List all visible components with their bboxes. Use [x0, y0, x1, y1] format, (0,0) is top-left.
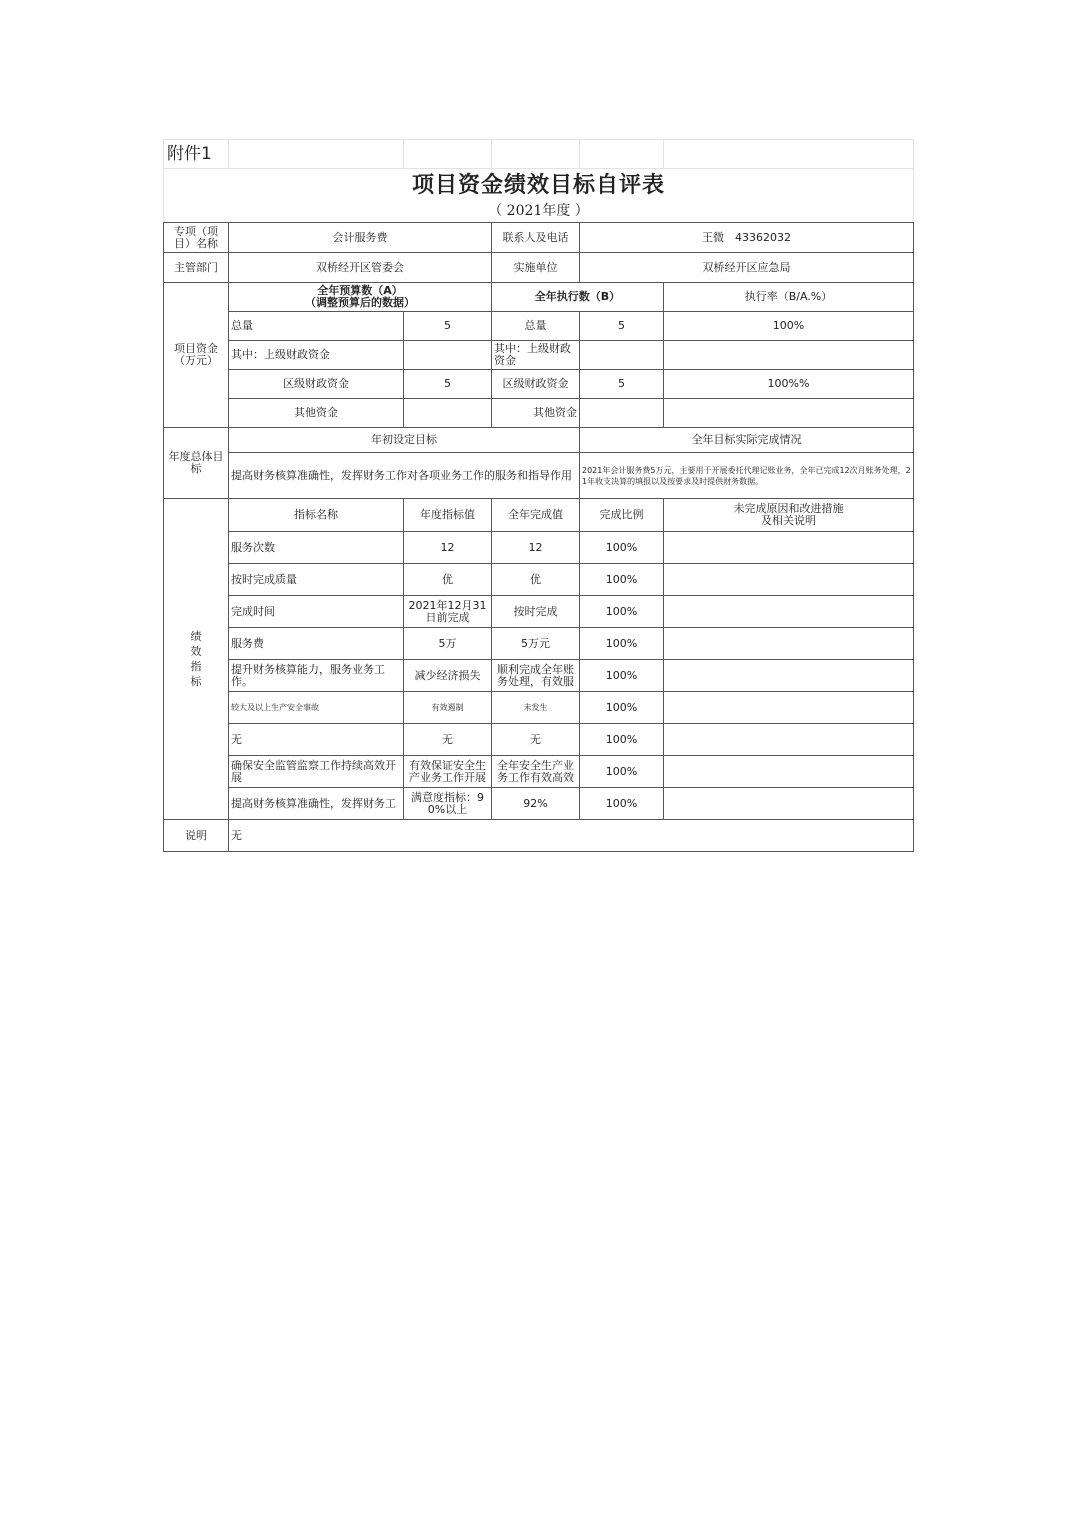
- budget-header-line2: （调整预算后的数据）: [305, 296, 415, 309]
- indicator-reason: [664, 660, 914, 692]
- fund-row-label: 其他资金: [229, 399, 404, 428]
- fund-row-exec: 5: [580, 312, 664, 341]
- indicator-actual: 92%: [492, 788, 580, 820]
- project-name-label: 专项（项目）名称: [164, 223, 229, 253]
- indicator-target: 12: [404, 532, 492, 564]
- indicator-actual: 未发生: [492, 692, 580, 724]
- budget-header-line1: 全年预算数（A）: [317, 284, 403, 297]
- indicator-ratio: 100%: [580, 788, 664, 820]
- indicator-ratio: 100%: [580, 756, 664, 788]
- project-name: 会计服务费: [229, 223, 492, 253]
- contact-value: 王微 43362032: [580, 223, 914, 253]
- indicator-reason-header: [664, 499, 914, 532]
- fund-row-label: 区级财政资金: [229, 370, 404, 399]
- fund-row-rate: 100%%: [664, 370, 914, 399]
- funds-section-label: 项目资金（万元）: [164, 283, 229, 428]
- indicator-actual: 无: [492, 724, 580, 756]
- fund-row-exec: [580, 341, 664, 370]
- indicator-name: 无: [229, 724, 404, 756]
- indicator-reason: [664, 788, 914, 820]
- fund-row-budget: 5: [404, 370, 492, 399]
- rate-header: 执行率（B/A.%）: [664, 283, 914, 312]
- fund-row-rate: [664, 341, 914, 370]
- indicator-ratio: 100%: [580, 564, 664, 596]
- indicator-name: 较大及以上生产安全事故: [229, 692, 404, 724]
- indicator-target: 优: [404, 564, 492, 596]
- fund-row-budget: [404, 399, 492, 428]
- indicator-reason: [664, 692, 914, 724]
- indicator-reason-header-line2: 及相关说明: [761, 514, 816, 527]
- fund-row-budget: 5: [404, 312, 492, 341]
- dept-value: 双桥经开区管委会: [229, 253, 492, 283]
- fund-row-label2: 区级财政资金: [492, 370, 580, 399]
- fund-row-exec: [580, 399, 664, 428]
- indicator-target-header: 年度指标值: [404, 499, 492, 532]
- contact-label: 联系人及电话: [492, 223, 580, 253]
- goals-section-label: 年度总体目标: [164, 428, 229, 499]
- indicator-target: 满意度指标：90%以上: [404, 788, 492, 820]
- indicator-target: 2021年12月31日前完成: [404, 596, 492, 628]
- indicator-reason: [664, 564, 914, 596]
- indicators-section-label-text: 绩效指标: [190, 630, 202, 688]
- actual-goal-text: 2021年会计服务费5万元，主要用于开展委托代理记账业务，全年已完成12次月账务处理，21年收支决算的填报以及按要求及时提供财务数据。: [580, 453, 914, 499]
- indicator-reason: [664, 756, 914, 788]
- indicator-reason: [664, 724, 914, 756]
- indicator-actual: 12: [492, 532, 580, 564]
- indicator-ratio: 100%: [580, 660, 664, 692]
- indicator-actual: 优: [492, 564, 580, 596]
- indicator-name: 服务费: [229, 628, 404, 660]
- indicator-actual: 按时完成: [492, 596, 580, 628]
- fund-row-label: 总量: [229, 312, 404, 341]
- indicator-name: 提高财务核算准确性，发挥财务工: [229, 788, 404, 820]
- indicator-target: 无: [404, 724, 492, 756]
- indicator-ratio: 100%: [580, 628, 664, 660]
- self-evaluation-form: [163, 139, 914, 852]
- notes-label: 说明: [164, 820, 229, 852]
- indicator-name: 按时完成质量: [229, 564, 404, 596]
- indicator-target: 5万: [404, 628, 492, 660]
- exec-header: 全年执行数（B）: [492, 283, 664, 312]
- indicator-ratio-header: 完成比例: [580, 499, 664, 532]
- indicator-reason: [664, 628, 914, 660]
- initial-goal-text: 提高财务核算准确性，发挥财务工作对各项业务工作的服务和指导作用: [229, 453, 580, 499]
- indicator-actual: 顺利完成全年账务处理，有效服: [492, 660, 580, 692]
- fund-row-rate: 100%: [664, 312, 914, 341]
- indicator-ratio: 100%: [580, 692, 664, 724]
- dept-label: 主管部门: [164, 253, 229, 283]
- indicator-target: 有效遏制: [404, 692, 492, 724]
- fund-row-label2: 总量: [492, 312, 580, 341]
- form-year: （ 2021年度 ）: [164, 201, 914, 223]
- fund-row-label: 其中：上级财政资金: [229, 341, 404, 370]
- indicator-name: 确保安全监管监察工作持续高效开展: [229, 756, 404, 788]
- indicator-ratio: 100%: [580, 532, 664, 564]
- fund-row-label2: 其中：上级财政资金: [492, 341, 580, 370]
- indicator-name-header: 指标名称: [229, 499, 404, 532]
- form-title: 项目资金绩效目标自评表: [164, 169, 914, 201]
- indicator-reason: [664, 596, 914, 628]
- fund-row-budget: [404, 341, 492, 370]
- fund-row-label2: 其他资金: [492, 399, 580, 428]
- indicator-reason: [664, 532, 914, 564]
- impl-label: 实施单位: [492, 253, 580, 283]
- indicator-reason-header-line1: 未完成原因和改进措施: [733, 502, 844, 515]
- indicator-ratio: 100%: [580, 596, 664, 628]
- impl-value: 双桥经开区应急局: [580, 253, 914, 283]
- notes-text: 无: [229, 820, 914, 852]
- indicator-name: 服务次数: [229, 532, 404, 564]
- indicator-name: 完成时间: [229, 596, 404, 628]
- fund-row-rate: [664, 399, 914, 428]
- indicators-section-label: [164, 499, 229, 820]
- indicator-actual: 全年安全生产业务工作有效高效: [492, 756, 580, 788]
- indicator-actual-header: 全年完成值: [492, 499, 580, 532]
- fund-row-exec: 5: [580, 370, 664, 399]
- initial-goal-header: 年初设定目标: [229, 428, 580, 453]
- indicator-target: 有效保证安全生产业务工作开展: [404, 756, 492, 788]
- budget-header: [229, 283, 492, 312]
- indicator-name: 提升财务核算能力，服务业务工作。: [229, 660, 404, 692]
- indicator-actual: 5万元: [492, 628, 580, 660]
- indicator-target: 减少经济损失: [404, 660, 492, 692]
- attachment-label: 附件1: [164, 140, 229, 169]
- actual-goal-header: 全年目标实际完成情况: [580, 428, 914, 453]
- indicator-ratio: 100%: [580, 724, 664, 756]
